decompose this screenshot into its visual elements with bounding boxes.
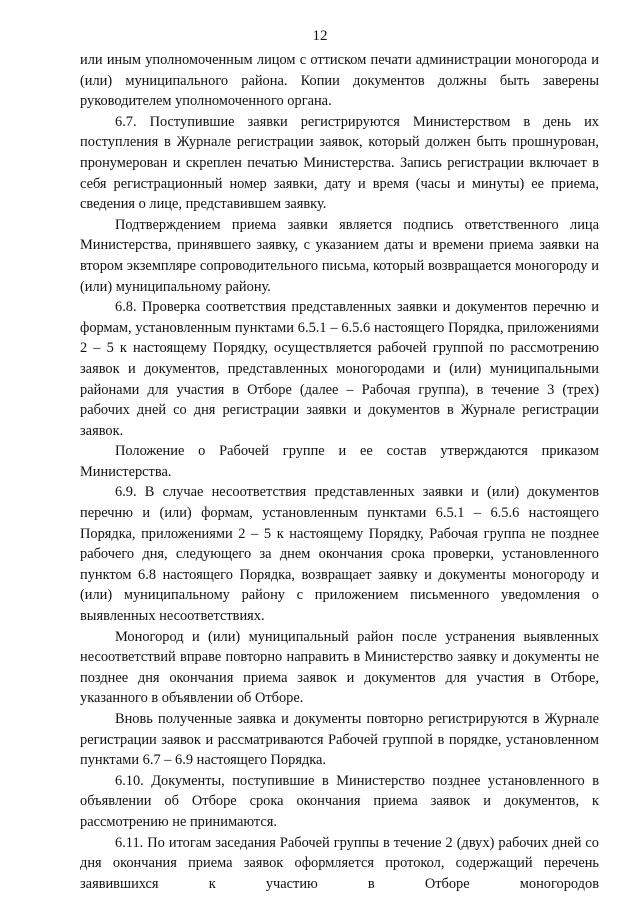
paragraph-confirmation: Подтверждением приема заявки является подпись ответственного лица Министерства, принявшего заявку, с указанием даты и времени приема заявки на втором экземпляре сопроводительного письма, который возвращается моногороду и (или) муниципальному району. xyxy=(80,216,599,295)
paragraph-6-10: 6.10. Документы, поступившие в Министерство позднее установленного в объявлении об Отборе срока окончания приема заявок и документов, к рассмотрению не принимаются. xyxy=(80,772,599,830)
document-body xyxy=(80,50,599,894)
page-number: 12 xyxy=(312,28,328,44)
paragraph-6-7: 6.7. Поступившие заявки регистрируются Министерством в день их поступления в Журнале регистрации заявок, который должен быть прошнурован, пронумерован и скреплен печатью Министерства. Запись регистрации включает в себя регистрационный номер заявки, дату и время (часы и минуты) ее приема, сведения о лице, представившем заявку. xyxy=(80,113,599,213)
paragraph-resubmission: Моногород и (или) муниципальный район после устранения выявленных несоответствий вправе повторно направить в Министерство заявку и документы не позднее дня окончания приема заявок и документов для участия в Отборе, указанного в объявлении об Отборе. xyxy=(80,628,599,707)
paragraph-6-8: 6.8. Проверка соответствия представленных заявки и документов перечню и формам, установленным пунктами 6.5.1 – 6.5.6 настоящего Порядка, приложениями 2 – 5 к настоящему Порядку, осуществляется рабочей группой по рассмотрению заявок и документов, представленных моногородами и (или) муниципальными районами для участия в Отборе (далее – Рабочая группа), в течение 3 (трех) рабочих дней со дня регистрации заявки и документов в Журнале регистрации заявок. xyxy=(80,299,599,439)
paragraph-working-group: Положение о Рабочей группе и ее состав утверждаются приказом Министерства. xyxy=(80,443,599,480)
paragraph-6-9: 6.9. В случае несоответствия представленных заявки и (или) документов перечню и (или) формам, установленным пунктами 6.5.1 – 6.5.6 настоящего Порядка, приложениями 2 – 5 к настоящему Порядку, Рабочая группа не позднее рабочего дня, следующего за днем окончания срока проверки, установленного пунктом 6.8 настоящего Порядка, возвращает заявку и документы моногороду и (или) муниципальному району с приложением письменного уведомления о выявленных несоответствиях. xyxy=(80,484,599,625)
paragraph-continuation: или иным уполномоченным лицом с оттиском печати администрации моногорода и (или) муниципального района. Копии документов должны быть заверены руководителем уполномоченного органа. xyxy=(80,52,599,110)
paragraph-reregistration: Вновь полученные заявка и документы повторно регистрируются в Журнале регистрации заявок и рассматриваются Рабочей группой в порядке, установленном пунктами 6.7 – 6.9 настоящего Порядка. xyxy=(80,711,599,769)
paragraph-6-11: 6.11. По итогам заседания Рабочей группы в течение 2 (двух) рабочих дней со дня окончания приема заявок оформляется протокол, содержащий перечень заявившихся к участию в Отборе моногородов xyxy=(80,834,599,892)
